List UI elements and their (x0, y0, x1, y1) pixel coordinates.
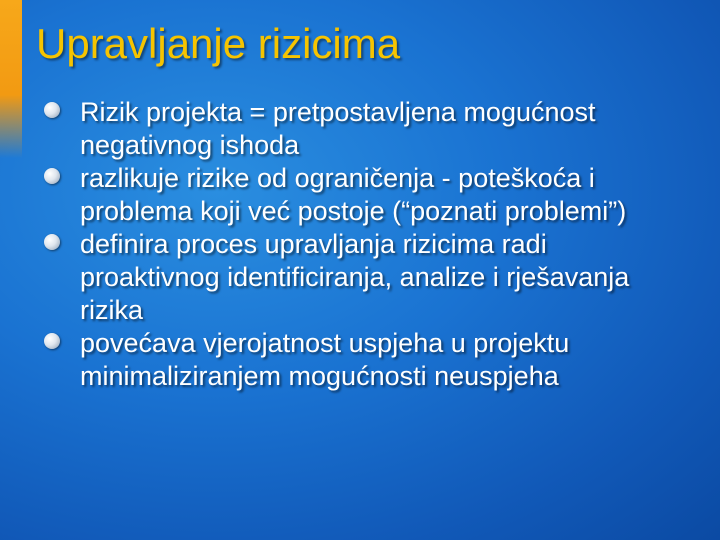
bullet-list (40, 96, 690, 393)
bullet-icon (44, 234, 60, 250)
bullet-text: Rizik projekta = pretpostavljena mogućnost negativnog ishoda (80, 97, 596, 160)
bullet-item (40, 96, 690, 162)
bullet-text: razlikuje rizike od ograničenja - poteškoća i problema koji već postoje (“poznati problemi”) (80, 163, 627, 226)
slide-title: Upravljanje rizicima (36, 20, 401, 67)
accent-bar (0, 0, 22, 158)
bullet-icon (44, 333, 60, 349)
bullet-item (40, 162, 690, 228)
bullet-text: povećava vjerojatnost uspjeha u projektu minimaliziranjem mogućnosti neuspjeha (80, 328, 570, 391)
bullet-item (40, 327, 690, 393)
bullet-icon (44, 102, 60, 118)
bullet-icon (44, 168, 60, 184)
bullet-item (40, 228, 690, 327)
bullet-text: definira proces upravljanja rizicima radi proaktivnog identificiranja, analize i rješavanja rizika (80, 229, 630, 325)
